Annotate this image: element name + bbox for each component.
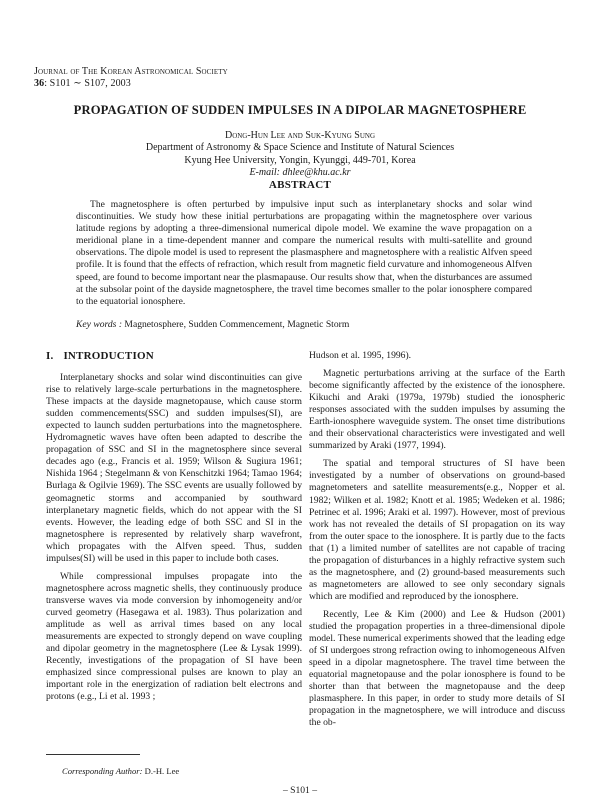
right-column <box>309 350 565 729</box>
keywords-text: Magnetosphere, Sudden Commencement, Magnetic Storm <box>124 319 350 330</box>
section-number: I. <box>46 350 54 362</box>
paragraph: The spatial and temporal structures of SI have been investigated by a number of observations on ground-based magnetometers and satellite measurements(e.g., Nopper et al. 1982; Wilken et al. 1982; Knott et al. 1985; Wedeken et al. 1986; Petrinec et al. 1996; Araki et al. 1997). However, most of previous work has not revealed the details of SI propagation on its way from the outer space to the ionosphere. It is partly due to the facts that (1) a limited number of satellites are not capable of tracing the propagation of disturbances in a highly refractive system such as the magnetosphere, and (2) ground-based measurements such as magnetometers are allowed to see only secondary signals which are modified and reproduced by the ionosphere. <box>309 458 565 602</box>
footnote-rule <box>46 754 140 755</box>
footnote <box>62 766 179 776</box>
author-address: Kyung Hee University, Yongin, Kyunggi, 449-701, Korea <box>184 154 416 166</box>
email-label: E-mail: <box>249 167 280 179</box>
author-department: Department of Astronomy & Space Science and Institute of Natural Sciences <box>145 142 455 154</box>
footnote-label: Corresponding Author: <box>62 766 143 776</box>
author-email: dhlee@khu.ac.kr <box>282 167 351 179</box>
paragraph: Interplanetary shocks and solar wind discontinuities can give rise to relatively large-scale perturbations in the magnetosphere. These impacts at the dayside magnetopause, which cause storm sudden commencements(SSC) and sudden impulses(SI), are expected to launch sudden perturbations into the magnetosphere. Hydromagnetic waves have often been adapted to describe the propagation of SSC and SI in the magnetosphere since several decades ago (e.g., Francis et al. 1959; Wilson & Sugiura 1961; Nishida 1964 ; Stegelmann & von Kenschitzki 1964; Tamao 1964; Burlaga & Ogilvie 1969). The SSC events are usually followed by geomagnetic storms and accompanied by southward interplanetary magnetic fields, which do not appear with the SI events. However, the leading edge of both SSC and SI in the magnetosphere is represented by relatively sharp wavefront, which propagates with the Alfven speed. Thus, sudden impulses(SI) will be used in this paper to include both cases. <box>46 372 302 564</box>
footnote-name: D.-H. Lee <box>144 766 180 776</box>
keywords-label: Key words : <box>76 319 123 330</box>
journal-pages: : S101 ∼ S107, 2003 <box>44 78 131 89</box>
journal-volume: 36 <box>34 78 45 89</box>
left-column <box>46 350 302 703</box>
section-title: INTRODUCTION <box>63 350 154 362</box>
section-heading <box>46 350 302 362</box>
author-email-line <box>0 167 600 179</box>
paper-title: PROPAGATION OF SUDDEN IMPULSES IN A DIPOLAR MAGNETOSPHERE <box>73 103 527 117</box>
paragraph: Magnetic perturbations arriving at the surface of the Earth become significantly affected by the existence of the ionosphere. Kikuchi and Araki (1979a, 1979b) studied the ionospheric responses associated with the sudden impulses by assuming the Earth-ionosphere waveguide system. The onset time distributions and their observational characteristics were investigated and well summarized by Araki (1977, 1994). <box>309 368 565 452</box>
paragraph: While compressional impulses propagate into the magnetosphere across magnetic shells, they continuously produce transverse waves via mode conversion by inhomogeneity and/or curved geometry (Hasegawa et al. 1983). Thus polarization and amplitude as well as arrival times based on any local measurements are expected to strongly depend on wave coupling and dipolar geometry in the magnetosphere (Lee & Lysak 1999). Recently, investigations of the propagation of SI have been emphasized since compressional pulses are known to play an important role in the energization of radiation belt electrons and protons (e.g., Li et al. 1993 ; <box>46 570 302 703</box>
journal-header <box>34 66 228 90</box>
abstract-heading: ABSTRACT <box>268 179 332 191</box>
abstract-text: The magnetosphere is often perturbed by impulsive input such as interplanetary shocks and solar wind discontinuities. We study how these initial perturbations are propagating within the magnetosphere over various latitude regions by adopting a three-dimensional numerical dipole model. We examine the wave propagation on a meridional plane in a time-dependent manner and compare the numerical results with multi-satellite and ground observations. The dipole model is used to represent the plasmasphere and magnetosphere with a realistic Alfven speed profile. It is found that the effects of refraction, which result from magnetic field curvature and inhomogeneous Alfven speed, are found to become important near the plasmapause. Our results show that, when the disturbances are assumed at the subsolar point of the dayside magnetosphere, the travel time becomes smaller to the polar ionosphere compared to the equatorial ionosphere. <box>76 199 532 307</box>
page-number: – S101 – <box>282 785 318 796</box>
paragraph-continuation: Hudson et al. 1995, 1996). <box>309 350 412 361</box>
keywords-line <box>76 319 546 331</box>
author-names: Dong-Hun Lee and Suk-Kyung Sung <box>224 130 376 141</box>
journal-volume-line <box>34 78 228 90</box>
journal-name: Journal of The Korean Astronomical Society <box>34 66 228 77</box>
paragraph: Recently, Lee & Kim (2000) and Lee & Hudson (2001) studied the propagation properties in a three-dimensional dipole model. These numerical experiments showed that the leading edge of SI undergoes strong refraction owing to inhomogeneous Alfven speed in a dipolar magnetosphere. The travel time between the equatorial magnetopause and the polar ionosphere is found to be shorter than that between the magnetopause and the deep plasmasphere. In this paper, in order to study more details of SI propagation in the magnetosphere, we will introduce and discuss the ob- <box>309 608 565 729</box>
author-block <box>0 130 600 180</box>
